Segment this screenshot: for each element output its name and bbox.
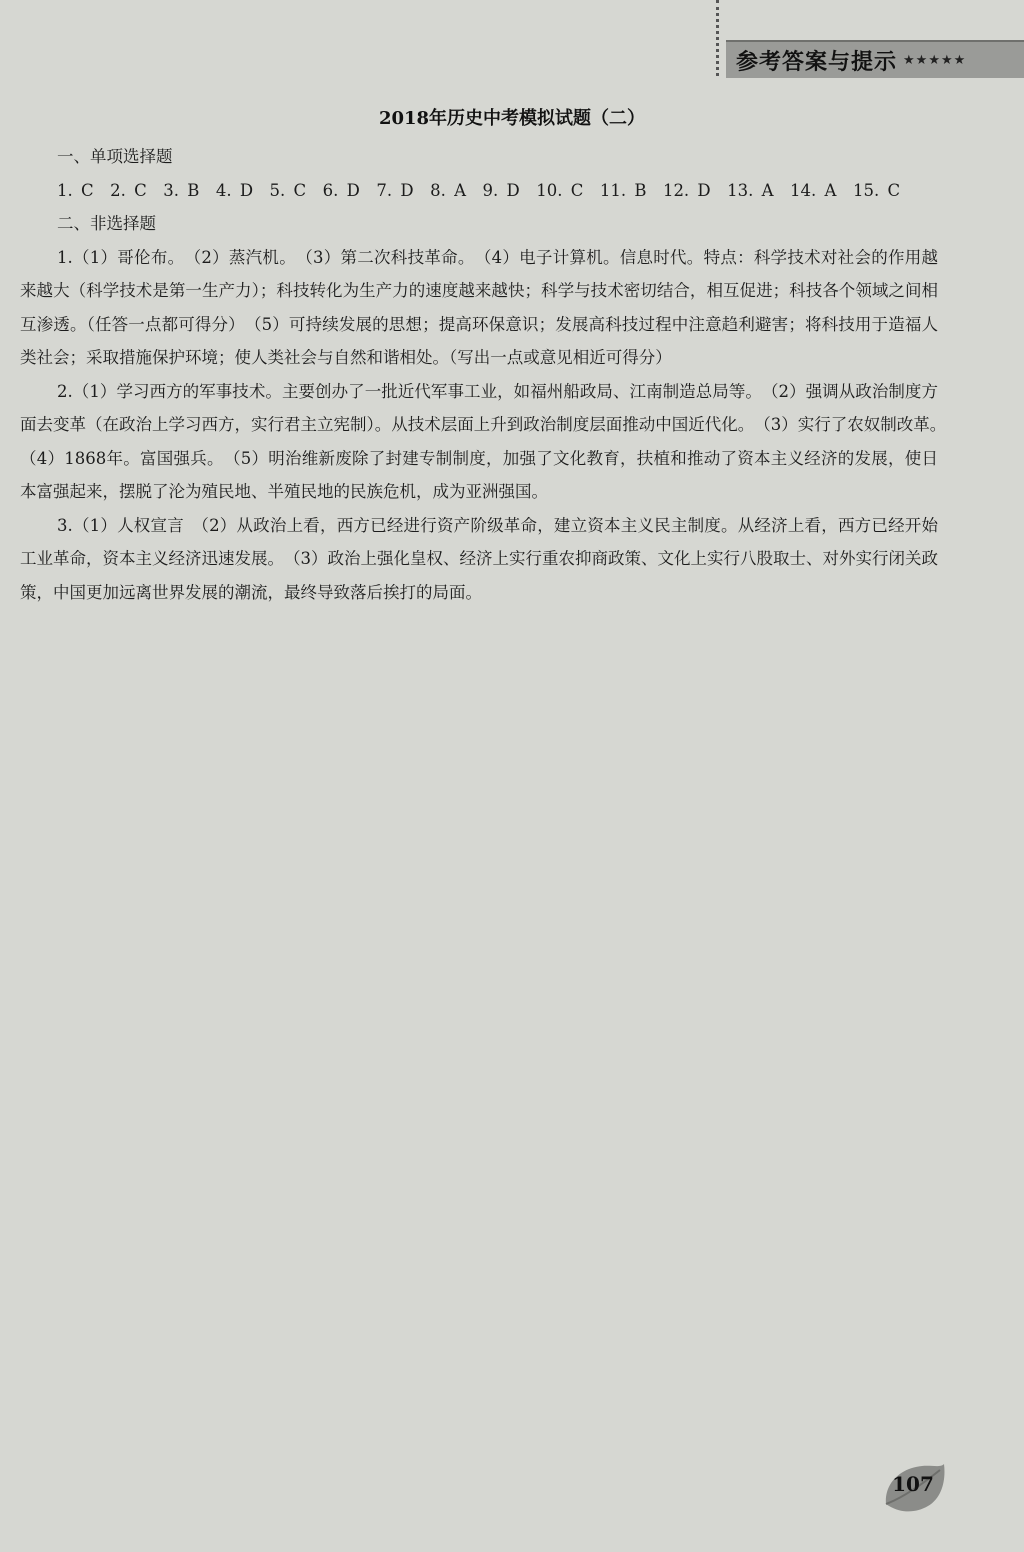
page-title: 2018年历史中考模拟试题（二） [378, 108, 646, 129]
header-title: 参考答案与提示 [736, 49, 898, 75]
non-choice-heading: 二、非选择题 [57, 214, 156, 233]
section-header-tab [726, 40, 1024, 78]
dashed-divider [716, 0, 719, 76]
single-choice-answers: 1. C 2. C 3. B 4. D 5. C 6. D 7. D 8. A 9. D 10. C 11. B 12. D 13. A 14. A 15. C [57, 180, 901, 200]
page-number-badge [880, 1460, 950, 1518]
question-1-answer: 1.（1）哥伦布。 （2）蒸汽机。 （3）第二次科技革命。 （4）电子计算机。信息时代。特点：科学技术对社会的作用越来越大（科学技术是第一生产力）；科技转化为生产力的速度越来越快；科学与技术密切结合，相互促进；科技各个领域之间相互渗透。（任答一点都可得分） （5）可持续发展的思想；提高环保意识；发展高科技过程中注意趋利避害；将科技用于造福人类社会；采取措施保护环境；使人类社会与自然和谐相处。（写出一点或意见相近可得分） [20, 247, 938, 367]
star-rating-icon: ★★★★★ [903, 52, 967, 68]
page-number: 107 [892, 1472, 934, 1496]
question-3-answer: 3.（1）人权宣言 （2）从政治上看，西方已经进行资产阶级革命，建立资本主义民主制度。从经济上看，西方已经开始工业革命，资本主义经济迅速发展。 （3）政治上强化皇权、经济上实行重农抑商政策、文化上实行八股取士、对外实行闭关政策，中国更加远离世界发展的潮流，最终导致落后挨打的局面。 [20, 515, 938, 602]
single-choice-heading: 一、单项选择题 [57, 147, 173, 166]
question-2-answer: 2.（1）学习西方的军事技术。主要创办了一批近代军事工业，如福州船政局、江南制造总局等。 （2）强调从政治制度方面去变革（在政治上学习西方，实行君主立宪制）。从技术层面上升到政治制度层面推动中国近代化。 （3）实行了农奴制改革。 （4）1868年。富国强兵。 （5）明治维新废除了封建专制制度，加强了文化教育，扶植和推动了资本主义经济的发展，使日本富强起来，摆脱了沦为殖民地、半殖民地的民族危机，成为亚洲强国。 [20, 381, 955, 501]
answer-content [20, 140, 955, 609]
